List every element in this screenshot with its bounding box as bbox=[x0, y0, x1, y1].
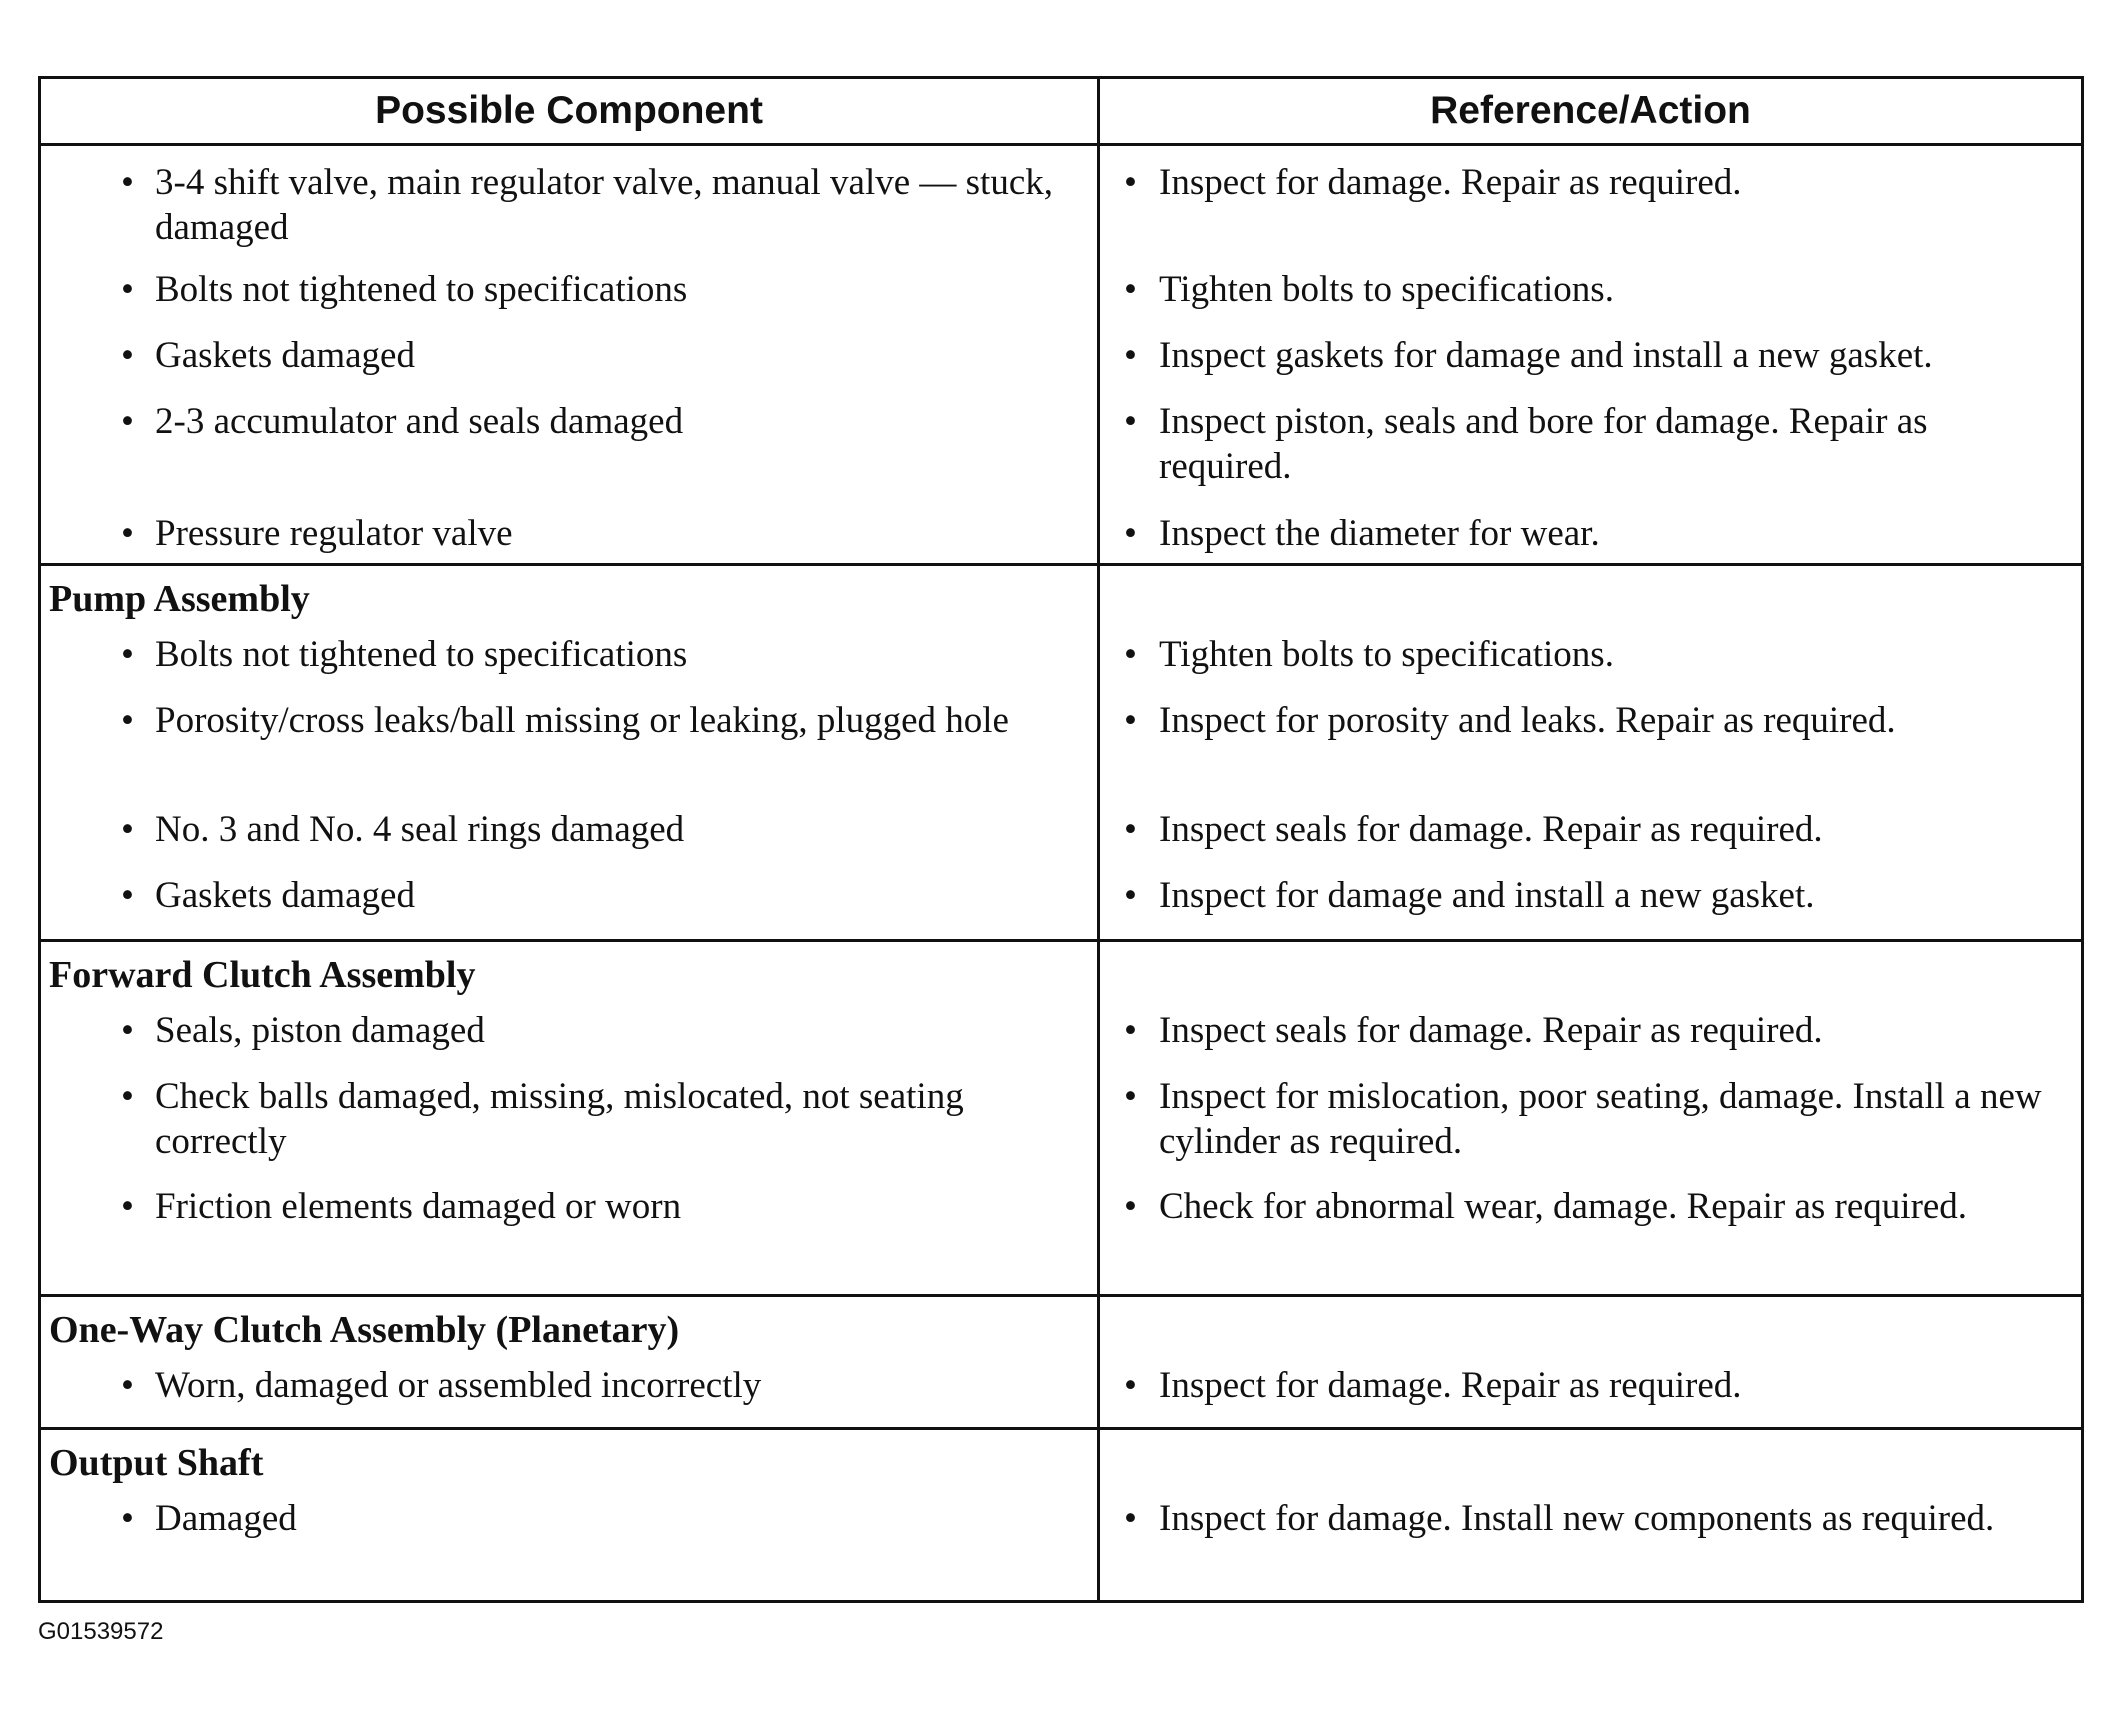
action-text: Inspect for porosity and leaks. Repair as required. bbox=[1159, 700, 1896, 741]
action-text: Inspect for mislocation, poor seating, damage. Install a new cylinder as required. bbox=[1159, 1076, 2042, 1162]
table-header bbox=[41, 79, 2081, 146]
bullet-icon: • bbox=[121, 162, 134, 203]
section-title: Forward Clutch Assembly bbox=[49, 954, 476, 996]
section-title-row bbox=[41, 566, 2081, 618]
figure-code: G01539572 bbox=[38, 1618, 164, 1645]
component-text: Pressure regulator valve bbox=[155, 513, 513, 554]
section-output-shaft bbox=[41, 1430, 2081, 1600]
section-title: Pump Assembly bbox=[49, 578, 310, 620]
bullet-icon: • bbox=[1124, 513, 1137, 554]
section-forward-clutch bbox=[41, 942, 2081, 1297]
action-text: Inspect gaskets for damage and install a new gasket. bbox=[1159, 335, 1933, 376]
bullet-icon: • bbox=[1124, 634, 1137, 675]
table-row bbox=[41, 793, 2081, 859]
component-text: 2-3 accumulator and seals damaged bbox=[155, 401, 684, 442]
bullet-icon: • bbox=[121, 809, 134, 850]
table-row bbox=[41, 618, 2081, 684]
component-text: Damaged bbox=[155, 1498, 297, 1539]
table-row bbox=[41, 994, 2081, 1060]
action-text: Inspect for damage. Install new components as required. bbox=[1159, 1498, 1995, 1539]
bullet-icon: • bbox=[121, 1498, 134, 1539]
component-text: Seals, piston damaged bbox=[155, 1010, 485, 1051]
component-text: Bolts not tightened to specifications bbox=[155, 269, 688, 310]
bullet-icon: • bbox=[121, 513, 134, 554]
component-text: No. 3 and No. 4 seal rings damaged bbox=[155, 809, 685, 850]
section-one-way-clutch bbox=[41, 1297, 2081, 1430]
section-title: Output Shaft bbox=[49, 1442, 264, 1484]
bullet-icon: • bbox=[1124, 1498, 1137, 1539]
bullet-icon: • bbox=[1124, 269, 1137, 310]
bullet-icon: • bbox=[121, 269, 134, 310]
bullet-icon: • bbox=[1124, 335, 1137, 376]
section-title-row bbox=[41, 1297, 2081, 1349]
table-row bbox=[41, 1060, 2081, 1170]
section-valve-body bbox=[41, 146, 2081, 566]
action-text: Check for abnormal wear, damage. Repair as required. bbox=[1159, 1186, 1968, 1227]
action-text: Tighten bolts to specifications. bbox=[1159, 634, 1614, 675]
component-text: Friction elements damaged or worn bbox=[155, 1186, 682, 1227]
table-row bbox=[41, 1349, 2081, 1427]
header-possible-component: Possible Component bbox=[41, 79, 1100, 143]
action-text: Inspect for damage. Repair as required. bbox=[1159, 162, 1742, 203]
bullet-icon: • bbox=[121, 1076, 134, 1117]
section-pump-assembly bbox=[41, 566, 2081, 942]
bullet-icon: • bbox=[121, 401, 134, 442]
bullet-icon: • bbox=[1124, 401, 1137, 442]
component-text: Porosity/cross leaks/ball missing or leaking, plugged hole bbox=[155, 700, 1009, 741]
section-title-row bbox=[41, 942, 2081, 994]
table-row bbox=[41, 684, 2081, 793]
bullet-icon: • bbox=[121, 634, 134, 675]
table-row bbox=[41, 1482, 2081, 1600]
action-text: Inspect seals for damage. Repair as required. bbox=[1159, 809, 1823, 850]
bullet-icon: • bbox=[1124, 700, 1137, 741]
table-row bbox=[41, 385, 2081, 497]
bullet-icon: • bbox=[1124, 1186, 1137, 1227]
action-text: Inspect for damage and install a new gasket. bbox=[1159, 875, 1815, 916]
diagnosis-table bbox=[38, 76, 2084, 1603]
component-text: Gaskets damaged bbox=[155, 875, 415, 916]
bullet-icon: • bbox=[1124, 1365, 1137, 1406]
bullet-icon: • bbox=[121, 700, 134, 741]
table-row bbox=[41, 146, 2081, 253]
action-text: Inspect the diameter for wear. bbox=[1159, 513, 1600, 554]
bullet-icon: • bbox=[121, 335, 134, 376]
component-text: Gaskets damaged bbox=[155, 335, 415, 376]
action-text: Inspect for damage. Repair as required. bbox=[1159, 1365, 1742, 1406]
table-row bbox=[41, 1170, 2081, 1294]
header-reference-action: Reference/Action bbox=[1430, 89, 1751, 132]
table-row bbox=[41, 497, 2081, 563]
bullet-icon: • bbox=[121, 1365, 134, 1406]
bullet-icon: • bbox=[1124, 1076, 1137, 1117]
component-text: 3-4 shift valve, main regulator valve, manual valve — stuck, damaged bbox=[155, 162, 1054, 248]
table-row bbox=[41, 859, 2081, 939]
component-text: Worn, damaged or assembled incorrectly bbox=[155, 1365, 762, 1406]
action-text: Inspect piston, seals and bore for damage. Repair as required. bbox=[1159, 401, 1928, 487]
component-text: Bolts not tightened to specifications bbox=[155, 634, 688, 675]
action-text: Inspect seals for damage. Repair as required. bbox=[1159, 1010, 1823, 1051]
bullet-icon: • bbox=[1124, 1010, 1137, 1051]
section-title-row bbox=[41, 1430, 2081, 1482]
bullet-icon: • bbox=[1124, 162, 1137, 203]
table-row bbox=[41, 319, 2081, 385]
table-row bbox=[41, 253, 2081, 319]
bullet-icon: • bbox=[121, 875, 134, 916]
bullet-icon: • bbox=[1124, 809, 1137, 850]
component-text: Check balls damaged, missing, mislocated, not seating correctly bbox=[155, 1076, 964, 1162]
section-title: One-Way Clutch Assembly (Planetary) bbox=[49, 1309, 680, 1351]
bullet-icon: • bbox=[1124, 875, 1137, 916]
bullet-icon: • bbox=[121, 1186, 134, 1227]
action-text: Tighten bolts to specifications. bbox=[1159, 269, 1614, 310]
bullet-icon: • bbox=[121, 1010, 134, 1051]
